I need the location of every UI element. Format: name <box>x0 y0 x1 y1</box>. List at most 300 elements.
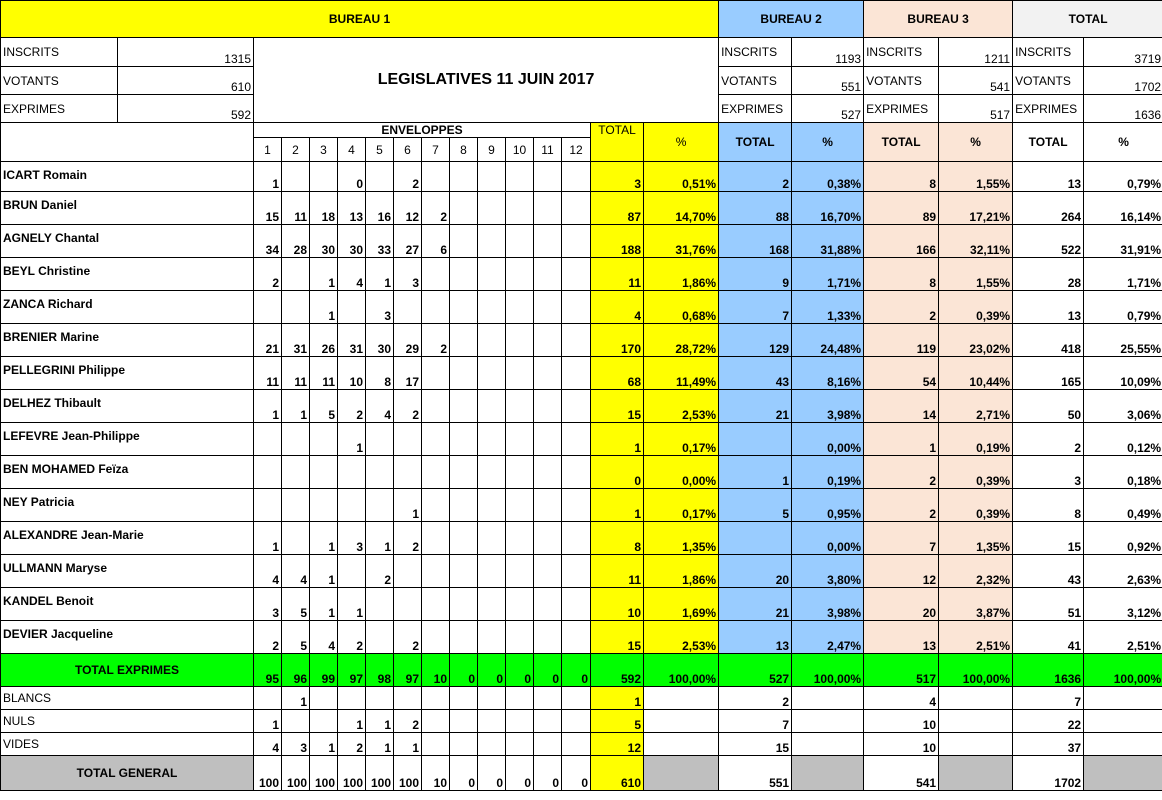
enveloppe-count: 2 <box>254 621 282 654</box>
grand-total: 22 <box>1013 710 1084 733</box>
enveloppe-count <box>506 423 534 456</box>
enveloppe-count <box>506 390 534 423</box>
candidate-name: NEY Patricia <box>1 489 254 522</box>
b1-pct: 1,86% <box>644 258 719 291</box>
enveloppe-count <box>310 162 338 192</box>
stat-value: 551 <box>792 67 864 95</box>
b3-pct: 3,87% <box>939 588 1013 621</box>
enveloppe-number: 2 <box>282 138 310 162</box>
enveloppe-count <box>506 192 534 225</box>
enveloppe-count: 11 <box>310 357 338 390</box>
enveloppe-count <box>506 522 534 555</box>
b3-total: 7 <box>864 522 939 555</box>
b3-total: 2 <box>864 291 939 324</box>
candidate-row <box>1 291 1162 324</box>
candidate-name: ALEXANDRE Jean-Marie <box>1 522 254 555</box>
enveloppe-count <box>450 522 478 555</box>
enveloppe-count <box>338 489 366 522</box>
b3-total: 20 <box>864 588 939 621</box>
grand-total: 41 <box>1013 621 1084 654</box>
enveloppe-total: 0 <box>562 654 591 687</box>
enveloppe-count: 1 <box>282 687 310 710</box>
page-title: LEGISLATIVES 11 JUIN 2017 <box>254 38 719 123</box>
total-exprimes-label: TOTAL EXPRIMES <box>1 654 254 687</box>
enveloppe-count <box>450 324 478 357</box>
bureau3-header: BUREAU 3 <box>864 1 1013 38</box>
total-exprimes-b2p: 100,00% <box>792 654 864 687</box>
enveloppe-count <box>422 390 450 423</box>
b1-pct: 0,00% <box>644 456 719 489</box>
total-exprimes-b3t: 517 <box>864 654 939 687</box>
grand-pct: 0,92% <box>1084 522 1162 555</box>
enveloppe-total: 96 <box>282 654 310 687</box>
enveloppe-count: 17 <box>394 357 422 390</box>
stat-label: INSCRITS <box>1 38 118 67</box>
enveloppe-count <box>422 555 450 588</box>
enveloppe-count: 3 <box>254 588 282 621</box>
stat-label: EXPRIMES <box>719 95 792 123</box>
b2-pct: 2,47% <box>792 621 864 654</box>
enveloppe-count <box>478 710 506 733</box>
enveloppe-count <box>562 324 591 357</box>
enveloppe-count: 3 <box>366 291 394 324</box>
b3-pct: 0,39% <box>939 489 1013 522</box>
enveloppe-total: 98 <box>366 654 394 687</box>
enveloppe-number: 9 <box>478 138 506 162</box>
enveloppe-count: 1 <box>366 733 394 756</box>
b1-total: 4 <box>591 291 644 324</box>
stat-value: 592 <box>118 95 254 123</box>
b3-total: 10 <box>864 733 939 756</box>
enveloppe-count: 5 <box>310 390 338 423</box>
enveloppe-count <box>478 456 506 489</box>
extra-row <box>1 687 1162 710</box>
enveloppe-count: 34 <box>254 225 282 258</box>
enveloppe-total: 100 <box>338 756 366 791</box>
grand-total: 7 <box>1013 687 1084 710</box>
candidate-row <box>1 489 1162 522</box>
b2-pct: 0,19% <box>792 456 864 489</box>
enveloppe-count <box>254 687 282 710</box>
enveloppe-count <box>562 588 591 621</box>
b3-total: 119 <box>864 324 939 357</box>
empty-cell <box>1084 687 1162 710</box>
total-general-label: TOTAL GENERAL <box>1 756 254 791</box>
enveloppe-count <box>310 489 338 522</box>
b2-pct: 0,00% <box>792 522 864 555</box>
enveloppe-count <box>310 456 338 489</box>
enveloppe-count <box>254 291 282 324</box>
b1-total: 15 <box>591 390 644 423</box>
enveloppe-count <box>562 192 591 225</box>
enveloppe-count <box>450 423 478 456</box>
b3-total: 8 <box>864 258 939 291</box>
b1-pct: 28,72% <box>644 324 719 357</box>
b1-total: 1 <box>591 423 644 456</box>
b1-total: 8 <box>591 522 644 555</box>
enveloppe-count <box>534 225 562 258</box>
enveloppe-count <box>534 357 562 390</box>
enveloppe-count <box>366 456 394 489</box>
stat-label: INSCRITS <box>1013 38 1084 67</box>
candidate-name: DEVIER Jacqueline <box>1 621 254 654</box>
enveloppe-count <box>254 423 282 456</box>
grand-pct: 10,09% <box>1084 357 1162 390</box>
b2-total: 129 <box>719 324 792 357</box>
empty-cell <box>644 756 719 791</box>
enveloppe-count <box>254 456 282 489</box>
b2-total: 21 <box>719 390 792 423</box>
enveloppe-count <box>478 423 506 456</box>
b3-total: 12 <box>864 555 939 588</box>
grand-pct: 0,12% <box>1084 423 1162 456</box>
enveloppe-total: 0 <box>506 654 534 687</box>
candidate-row <box>1 390 1162 423</box>
grand-pct: 2,51% <box>1084 621 1162 654</box>
b2-pct: 31,88% <box>792 225 864 258</box>
b2-total <box>719 423 792 456</box>
candidate-name: ZANCA Richard <box>1 291 254 324</box>
enveloppe-count <box>394 456 422 489</box>
enveloppe-count: 1 <box>310 588 338 621</box>
enveloppe-count <box>394 291 422 324</box>
b2-total <box>719 522 792 555</box>
grand-total: 15 <box>1013 522 1084 555</box>
enveloppe-count: 26 <box>310 324 338 357</box>
candidate-name: LEFEVRE Jean-Philippe <box>1 423 254 456</box>
enveloppe-count <box>478 621 506 654</box>
candidate-name: BEN MOHAMED Feïza <box>1 456 254 489</box>
b3-pct: 1,35% <box>939 522 1013 555</box>
b3-total-header: TOTAL <box>864 123 939 162</box>
enveloppe-total: 0 <box>534 654 562 687</box>
grand-total: 2 <box>1013 423 1084 456</box>
empty-cell <box>792 733 864 756</box>
enveloppe-count <box>478 258 506 291</box>
enveloppe-count <box>366 588 394 621</box>
enveloppe-count <box>506 162 534 192</box>
enveloppe-count <box>506 489 534 522</box>
enveloppe-total: 0 <box>478 654 506 687</box>
enveloppe-number: 1 <box>254 138 282 162</box>
candidate-name: DELHEZ Thibault <box>1 390 254 423</box>
enveloppe-count <box>562 225 591 258</box>
enveloppe-count <box>422 588 450 621</box>
enveloppe-count <box>478 522 506 555</box>
b2-pct: 3,98% <box>792 588 864 621</box>
grand-total: 37 <box>1013 733 1084 756</box>
b2-total: 1 <box>719 456 792 489</box>
b1-total: 68 <box>591 357 644 390</box>
candidate-row <box>1 258 1162 291</box>
enveloppe-count <box>450 258 478 291</box>
enveloppe-count <box>422 291 450 324</box>
grand-pct: 0,18% <box>1084 456 1162 489</box>
enveloppe-count: 1 <box>310 733 338 756</box>
enveloppe-count <box>534 390 562 423</box>
empty-cell <box>644 733 719 756</box>
b3-pct: 2,32% <box>939 555 1013 588</box>
b2-pct: 3,80% <box>792 555 864 588</box>
enveloppe-count: 3 <box>282 733 310 756</box>
b1-pct-header: % <box>644 123 719 162</box>
stat-label: VOTANTS <box>864 67 939 95</box>
empty-cell <box>644 710 719 733</box>
stat-value: 3719 <box>1084 38 1162 67</box>
enveloppe-count <box>478 192 506 225</box>
enveloppe-count <box>534 555 562 588</box>
b3-total: 4 <box>864 687 939 710</box>
enveloppe-number: 11 <box>534 138 562 162</box>
enveloppe-total: 0 <box>450 756 478 791</box>
enveloppe-count: 12 <box>394 192 422 225</box>
b1-total: 610 <box>591 756 644 791</box>
enveloppe-count <box>534 588 562 621</box>
grand-pct: 1,71% <box>1084 258 1162 291</box>
enveloppe-count: 2 <box>254 258 282 291</box>
enveloppe-count: 1 <box>310 555 338 588</box>
enveloppe-count: 1 <box>338 588 366 621</box>
enveloppe-total: 0 <box>478 756 506 791</box>
empty-cell <box>939 710 1013 733</box>
enveloppe-count: 3 <box>394 258 422 291</box>
enveloppe-count <box>282 423 310 456</box>
enveloppe-count: 1 <box>254 390 282 423</box>
extra-row <box>1 733 1162 756</box>
enveloppe-count <box>450 456 478 489</box>
candidate-name: AGNELY Chantal <box>1 225 254 258</box>
b3-total: 2 <box>864 489 939 522</box>
grand-total: 522 <box>1013 225 1084 258</box>
enveloppe-count: 11 <box>282 357 310 390</box>
enveloppe-count <box>562 621 591 654</box>
enveloppe-count <box>534 733 562 756</box>
empty-cell <box>792 687 864 710</box>
candidate-name: BEYL Christine <box>1 258 254 291</box>
b1-total: 15 <box>591 621 644 654</box>
extra-label: VIDES <box>1 733 254 756</box>
enveloppe-total: 100 <box>366 756 394 791</box>
enveloppe-count <box>450 390 478 423</box>
grand-total: 418 <box>1013 324 1084 357</box>
b2-total: 15 <box>719 733 792 756</box>
stat-value: 1193 <box>792 38 864 67</box>
bureau1-header: BUREAU 1 <box>1 1 719 38</box>
enveloppe-count: 1 <box>366 258 394 291</box>
enveloppe-total: 0 <box>534 756 562 791</box>
enveloppe-count <box>562 555 591 588</box>
enveloppe-number: 6 <box>394 138 422 162</box>
enveloppe-count <box>506 733 534 756</box>
candidate-row <box>1 357 1162 390</box>
b2-total: 88 <box>719 192 792 225</box>
total-exprimes-b1t: 592 <box>591 654 644 687</box>
enveloppe-count <box>422 423 450 456</box>
b3-total: 10 <box>864 710 939 733</box>
grand-total-header: TOTAL <box>1013 123 1084 162</box>
b2-pct: 8,16% <box>792 357 864 390</box>
b1-total: 5 <box>591 710 644 733</box>
enveloppe-count <box>478 555 506 588</box>
b2-pct: 3,98% <box>792 390 864 423</box>
b1-pct: 0,68% <box>644 291 719 324</box>
b3-pct: 23,02% <box>939 324 1013 357</box>
enveloppe-count: 18 <box>310 192 338 225</box>
b3-pct: 1,55% <box>939 162 1013 192</box>
enveloppe-count <box>366 687 394 710</box>
b3-total: 14 <box>864 390 939 423</box>
enveloppe-count <box>338 456 366 489</box>
enveloppe-count <box>562 423 591 456</box>
b3-total: 54 <box>864 357 939 390</box>
enveloppe-count <box>534 192 562 225</box>
b1-total: 170 <box>591 324 644 357</box>
enveloppe-count <box>450 225 478 258</box>
b2-pct: 0,95% <box>792 489 864 522</box>
candidate-row <box>1 522 1162 555</box>
b2-total: 21 <box>719 588 792 621</box>
candidate-row <box>1 225 1162 258</box>
enveloppe-count: 13 <box>338 192 366 225</box>
grand-total: 8 <box>1013 489 1084 522</box>
enveloppe-count <box>366 162 394 192</box>
enveloppe-count <box>534 258 562 291</box>
candidate-name: BRENIER Marine <box>1 324 254 357</box>
enveloppe-number: 5 <box>366 138 394 162</box>
enveloppe-count <box>282 162 310 192</box>
enveloppe-count <box>506 456 534 489</box>
enveloppe-count <box>422 621 450 654</box>
stat-label: INSCRITS <box>864 38 939 67</box>
grand-pct: 25,55% <box>1084 324 1162 357</box>
b1-total: 12 <box>591 733 644 756</box>
enveloppe-count <box>534 324 562 357</box>
grand-total: 3 <box>1013 456 1084 489</box>
enveloppe-total: 99 <box>310 654 338 687</box>
grand-pct: 0,79% <box>1084 162 1162 192</box>
enveloppe-count: 2 <box>394 162 422 192</box>
stat-label: VOTANTS <box>1013 67 1084 95</box>
enveloppe-count <box>534 291 562 324</box>
enveloppe-count <box>450 555 478 588</box>
b2-total: 2 <box>719 687 792 710</box>
enveloppe-count <box>310 423 338 456</box>
b1-pct: 11,49% <box>644 357 719 390</box>
grand-total: 43 <box>1013 555 1084 588</box>
enveloppe-count <box>478 324 506 357</box>
stat-label: VOTANTS <box>719 67 792 95</box>
b1-pct: 1,86% <box>644 555 719 588</box>
extra-label: NULS <box>1 710 254 733</box>
enveloppe-count: 4 <box>366 390 394 423</box>
enveloppe-count: 8 <box>366 357 394 390</box>
enveloppe-count <box>338 687 366 710</box>
b1-total: 188 <box>591 225 644 258</box>
b1-total: 87 <box>591 192 644 225</box>
enveloppe-count: 15 <box>254 192 282 225</box>
enveloppe-count: 1 <box>310 291 338 324</box>
enveloppe-total: 97 <box>338 654 366 687</box>
enveloppe-count: 2 <box>394 621 422 654</box>
b3-pct: 0,39% <box>939 291 1013 324</box>
candidate-row <box>1 588 1162 621</box>
enveloppe-count <box>422 733 450 756</box>
enveloppe-count: 5 <box>282 621 310 654</box>
b1-total: 3 <box>591 162 644 192</box>
enveloppe-count <box>506 687 534 710</box>
enveloppe-count <box>478 390 506 423</box>
enveloppe-count <box>562 456 591 489</box>
stat-label: EXPRIMES <box>1013 95 1084 123</box>
enveloppe-count <box>562 710 591 733</box>
b3-pct: 1,55% <box>939 258 1013 291</box>
enveloppe-count: 1 <box>254 162 282 192</box>
enveloppe-total: 100 <box>282 756 310 791</box>
candidate-row <box>1 162 1162 192</box>
enveloppe-count <box>478 489 506 522</box>
bureau2-header: BUREAU 2 <box>719 1 864 38</box>
candidate-name: KANDEL Benoit <box>1 588 254 621</box>
enveloppe-count <box>506 555 534 588</box>
b3-pct-header: % <box>939 123 1013 162</box>
b1-pct: 14,70% <box>644 192 719 225</box>
b1-total: 1 <box>591 489 644 522</box>
enveloppe-count <box>534 710 562 733</box>
enveloppe-count: 1 <box>338 423 366 456</box>
empty-cell <box>939 687 1013 710</box>
enveloppe-count <box>506 258 534 291</box>
total-exprimes-b3p: 100,00% <box>939 654 1013 687</box>
enveloppe-count <box>282 456 310 489</box>
enveloppe-count: 2 <box>338 733 366 756</box>
b1-pct: 1,69% <box>644 588 719 621</box>
enveloppe-total: 100 <box>394 756 422 791</box>
stat-value: 1636 <box>1084 95 1162 123</box>
enveloppe-count <box>562 687 591 710</box>
enveloppe-count: 0 <box>338 162 366 192</box>
candidate-name: BRUN Daniel <box>1 192 254 225</box>
b2-total: 43 <box>719 357 792 390</box>
enveloppe-count: 2 <box>394 710 422 733</box>
extra-label: BLANCS <box>1 687 254 710</box>
stat-value: 527 <box>792 95 864 123</box>
enveloppe-count <box>478 687 506 710</box>
enveloppe-count <box>422 489 450 522</box>
enveloppe-total: 10 <box>422 756 450 791</box>
enveloppe-count <box>534 687 562 710</box>
enveloppe-count <box>394 423 422 456</box>
b3-pct: 2,71% <box>939 390 1013 423</box>
stat-label: INSCRITS <box>719 38 792 67</box>
enveloppe-number: 12 <box>562 138 591 162</box>
stat-value: 1702 <box>1084 67 1162 95</box>
b2-total: 7 <box>719 710 792 733</box>
enveloppe-count <box>450 710 478 733</box>
enveloppe-count <box>282 522 310 555</box>
enveloppe-count: 4 <box>338 258 366 291</box>
b2-total: 20 <box>719 555 792 588</box>
b3-total: 89 <box>864 192 939 225</box>
enveloppe-count: 31 <box>338 324 366 357</box>
enveloppe-count: 1 <box>310 258 338 291</box>
stat-value: 517 <box>939 95 1013 123</box>
enveloppe-count <box>506 588 534 621</box>
enveloppe-count: 1 <box>394 733 422 756</box>
empty-cell <box>792 756 864 791</box>
b2-pct: 0,38% <box>792 162 864 192</box>
enveloppe-count <box>422 258 450 291</box>
enveloppe-count <box>422 522 450 555</box>
